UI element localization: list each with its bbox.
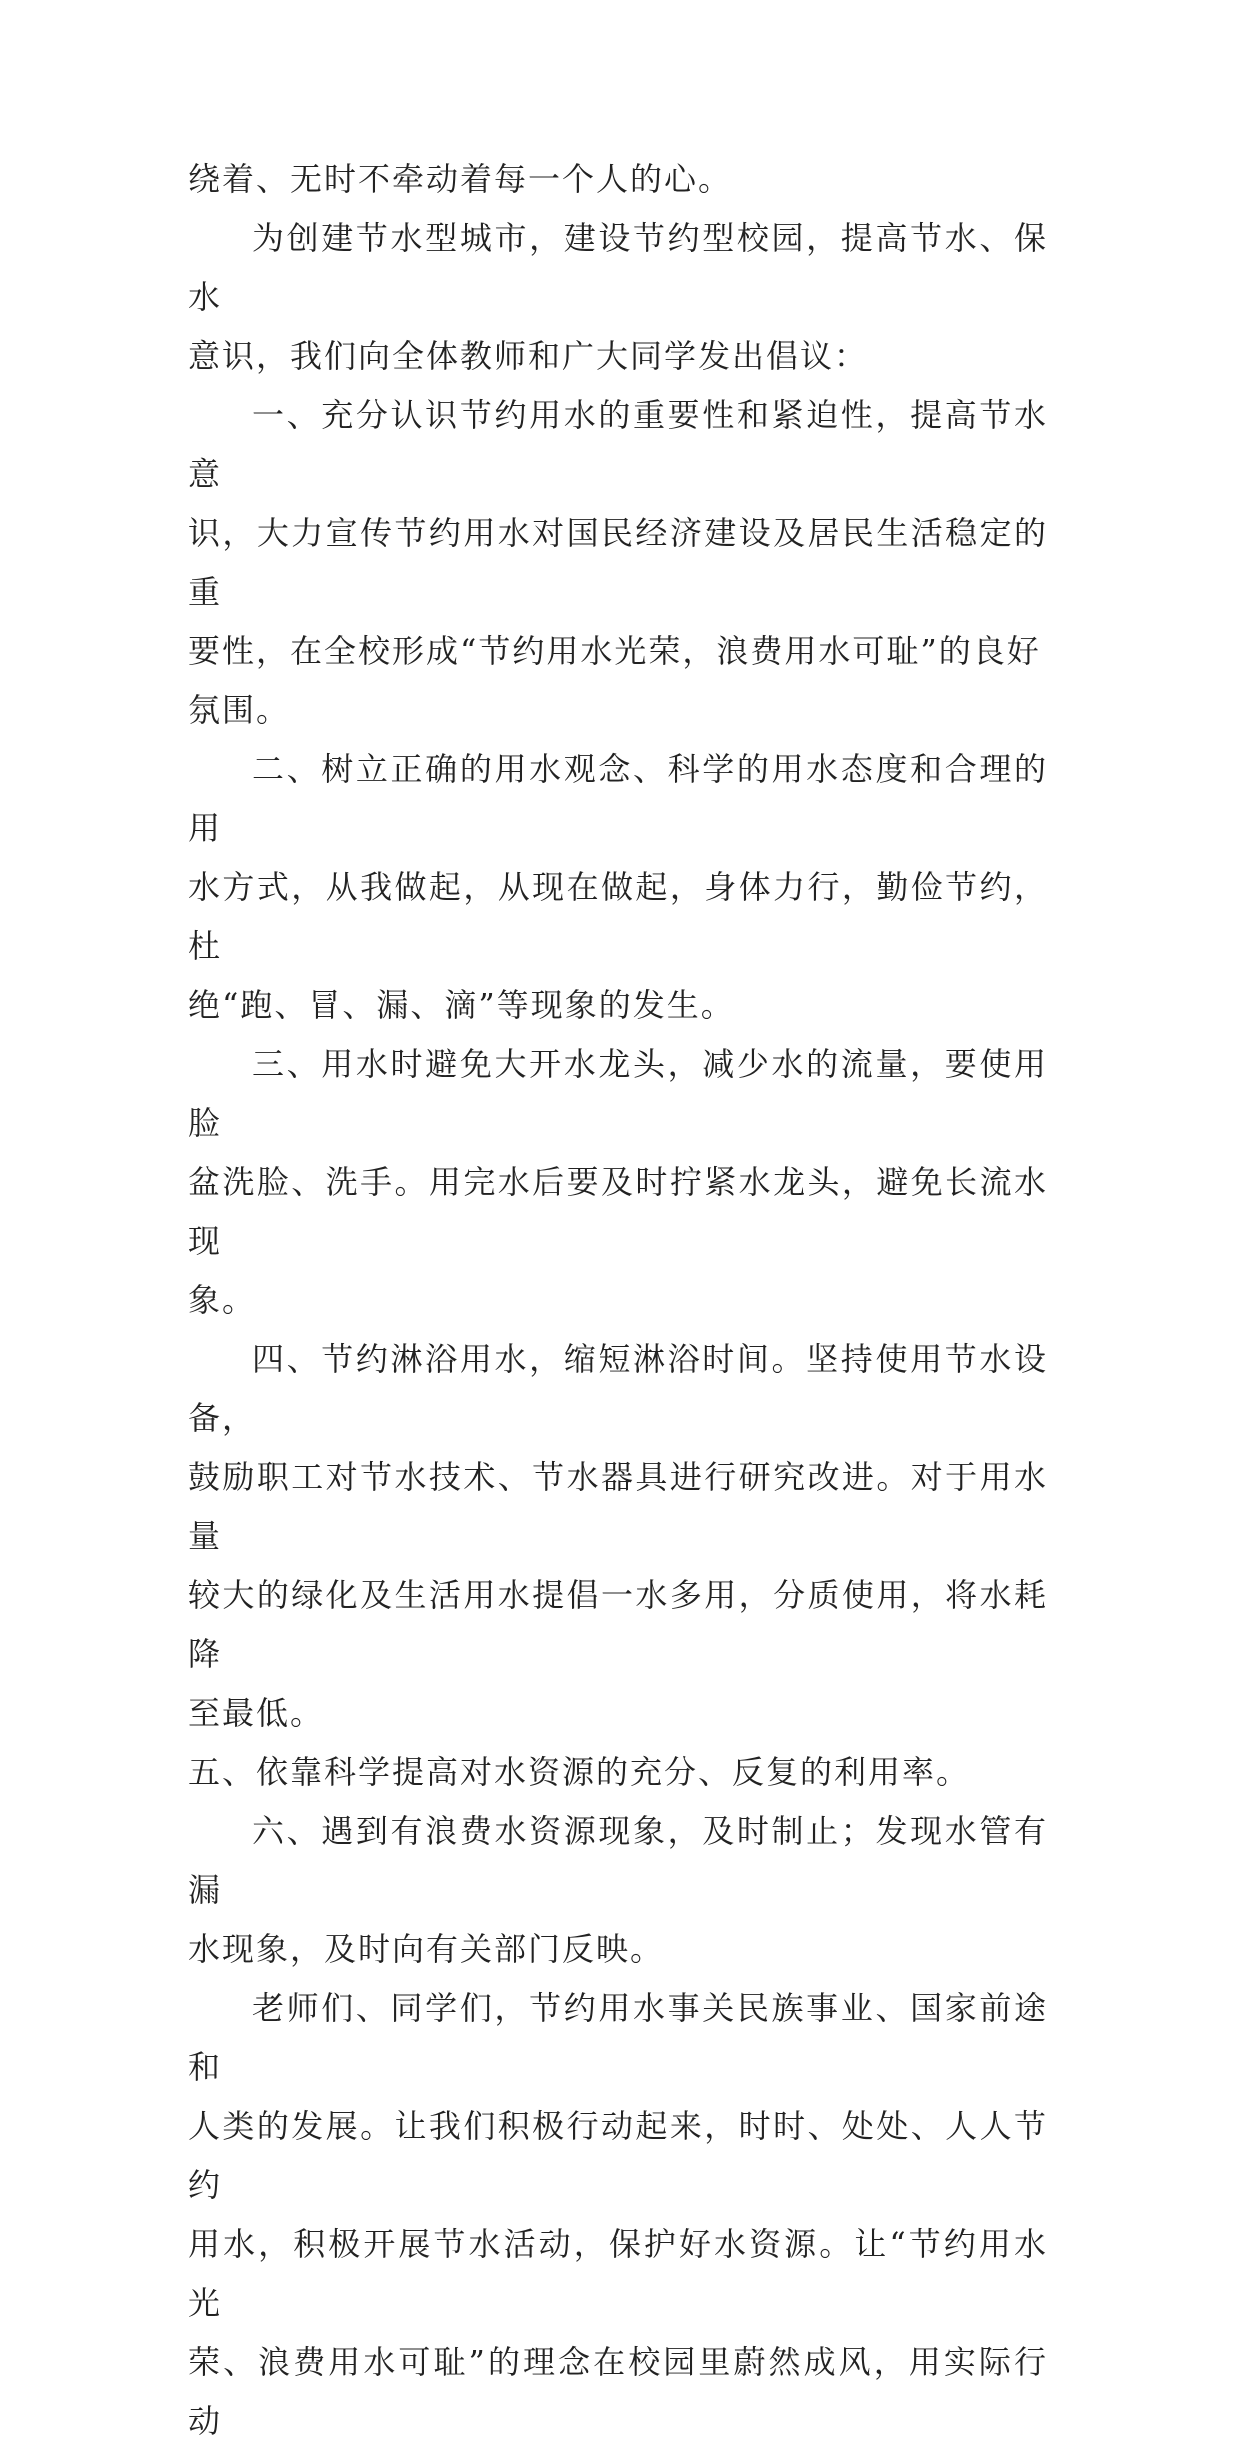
paragraph-8 — [188, 1979, 1048, 2451]
paragraph-0 — [188, 150, 1048, 209]
text-line: 氛围。 — [188, 691, 291, 729]
text-line: 水方式，从我做起，从现在做起，身体力行，勤俭节约，杜 — [188, 868, 1048, 965]
paragraph-2 — [188, 386, 1048, 740]
text-line: 绕着、无时不牵动着每一个人的心。 — [188, 160, 733, 198]
text-line: 二、树立正确的用水观念、科学的用水态度和合理的用 — [188, 750, 1048, 847]
text-line: 五、依靠科学提高对水资源的充分、反复的利用率。 — [188, 1753, 971, 1791]
text-line: 鼓励职工对节水技术、节水器具进行研究改进。对于用水量 — [188, 1458, 1048, 1555]
text-line: 四、节约淋浴用水，缩短淋浴时间。坚持使用节水设备， — [188, 1340, 1048, 1437]
document-body — [188, 150, 1048, 2451]
text-line: 较大的绿化及生活用水提倡一水多用，分质使用，将水耗降 — [188, 1576, 1048, 1673]
text-line: 象。 — [188, 1281, 257, 1319]
paragraph-1 — [188, 209, 1048, 386]
text-line: 为创建节水型城市，建设节约型校园，提高节水、保水 — [188, 219, 1048, 316]
text-line: 要性，在全校形成“节约用水光荣，浪费用水可耻”的良好 — [188, 632, 1041, 670]
text-line: 六、遇到有浪费水资源现象，及时制止；发现水管有漏 — [188, 1812, 1048, 1909]
text-line: 识，大力宣传节约用水对国民经济建设及居民生活稳定的重 — [188, 514, 1048, 611]
text-line: 荣、浪费用水可耻”的理念在校园里蔚然成风，用实际行动 — [188, 2343, 1048, 2440]
text-line: 意识，我们向全体教师和广大同学发出倡议： — [188, 337, 869, 375]
text-line: 老师们、同学们，节约用水事关民族事业、国家前途和 — [188, 1989, 1048, 2086]
paragraph-4 — [188, 1035, 1048, 1330]
text-line: 盆洗脸、洗手。用完水后要及时拧紧水龙头，避免长流水现 — [188, 1163, 1048, 1260]
text-line: 绝“跑、冒、漏、滴”等现象的发生。 — [188, 986, 735, 1024]
paragraph-5 — [188, 1330, 1048, 1743]
text-line: 一、充分认识节约用水的重要性和紧迫性，提高节水意 — [188, 396, 1048, 493]
paragraph-7 — [188, 1802, 1048, 1979]
text-line: 用水，积极开展节水活动，保护好水资源。让“节约用水光 — [188, 2225, 1048, 2322]
paragraph-6 — [188, 1743, 1048, 1802]
text-line: 三、用水时避免大开水龙头，减少水的流量，要使用脸 — [188, 1045, 1048, 1142]
text-line: 人类的发展。让我们积极行动起来，时时、处处、人人节约 — [188, 2107, 1048, 2204]
text-line: 至最低。 — [188, 1694, 325, 1732]
text-line: 水现象，及时向有关部门反映。 — [188, 1930, 665, 1968]
paragraph-3 — [188, 740, 1048, 1035]
